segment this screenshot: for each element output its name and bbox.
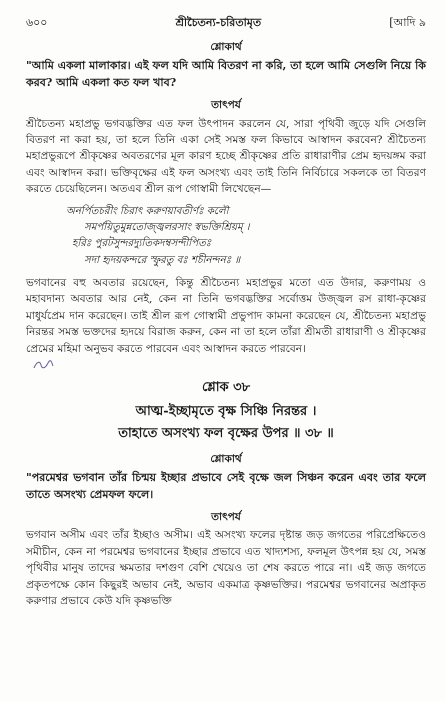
translation-heading: শ্লোকার্থ [210, 41, 242, 54]
translation-heading: শ্লোকার্থ [210, 452, 242, 465]
translation-text: "আমি একলা মালাকার। এই ফল যদি আমি বিতরণ না করি, তা হলে আমি সেগুলি নিয়ে কি করব? আমি একলা কত ফল খাব? [26, 59, 426, 90]
purport-heading: তাৎপর্য [211, 99, 241, 112]
sloka-number: শ্লোক ৩৮ [201, 380, 251, 396]
page-header [26, 14, 426, 31]
verse-line: হরিঃ পুরটসুন্দরদ্যুতিকদম্বসন্দীপিতঃ [72, 238, 212, 250]
sloka-verse [26, 401, 426, 445]
chapter-label: [আদি ৯ [389, 16, 426, 29]
verse-line: সদা হৃদয়কন্দরে স্ফুরতু বঃ শচীনন্দনঃ ॥ [84, 254, 241, 266]
verse-line: সমর্পয়িতুমুন্নতোজ্জ্বলরসাং স্বভক্তিশ্রিয়ম্ । [84, 222, 250, 234]
sloka-line: আত্ম-ইচ্ছামৃতে বৃক্ষ সিঞ্চি নিরন্তর । [135, 403, 317, 419]
purport-paragraph: ভগবানের বহু অবতার রয়েছেন, কিন্তু শ্রীচৈতন্য মহাপ্রভুর মতো এত উদার, করুণাময় ও মহাবদান্য অবতার আর নেই, কেন না তিনি ভগবদ্ভক্তির সর্বোত্তম উজ্জ্বল রস রাধা-কৃষ্ণের মাধুর্যপ্রেম দান করেছেন। তাই শ্রীল রূপ গোস্বামী প্রভুপাদ কামনা করেছেন যে, শ্রীচৈতন্য মহাপ্রভু নিরন্তর সমস্ত ভক্তদের হৃদয়ে বিরাজ করুন, কেন না তা হলে তাঁরা শ্রীমতী রাধারাণী ও শ্রীকৃষ্ণের প্রেমের মহিমা অনুভব করতে পারবেন এবং আস্বাদন করতে পারবেন। [26, 276, 426, 355]
page-number: ৬০০ [26, 16, 48, 29]
purport-heading: তাৎপর্য [211, 511, 241, 524]
book-title: শ্রীচৈতন্য-চরিতামৃত [175, 16, 262, 29]
purport-paragraph: শ্রীচৈতন্য মহাপ্রভু ভগবদ্ভক্তির এত ফল উৎপাদন করলেন যে, সারা পৃথিবী জুড়ে যদি সেগুলি বিতরণ না করা হয়, তা হলে তিনি একা সেই সমস্ত ফল কিভাবে আস্বাদন করবেন? শ্রীচৈতন্য মহাপ্রভুরূপে শ্রীকৃষ্ণের অবতরণের মূল কারণ হচ্ছে শ্রীকৃষ্ণের প্রতি রাধারাণীর প্রেম হৃদয়ঙ্গম করা এবং আস্বাদন করা। ভক্তিবৃক্ষের এই ফল অসংখ্য এবং তাই তিনি নির্বিচারে সকলকে তা বিতরণ করতে চেয়েছিলেন। অতএব শ্রীল রূপ গোস্বামী লিখেছেন— [26, 117, 426, 196]
purport-paragraph: ভগবান অসীম এবং তাঁর ইচ্ছাও অসীম। এই অসংখ্য ফলের দৃষ্টান্ত জড় জগতের পরিপ্রেক্ষিতেও সমীচীন, কেন না পরমেশ্বর ভগবানের ইচ্ছার প্রভাবে এত খাদ্যশস্য, ফলমূল উৎপন্ন হয় যে, সমস্ত পৃথিবীর মানুষ তাদের ক্ষমতার দশগুণ বেশি খেয়েও তা শেষ করতে পারে না। এই জড় জগতে প্রকৃতপক্ষে কোন কিছুরই অভাব নেই, অভাব একমাত্র কৃষ্ণভক্তির। পরমেশ্বর ভগবানের অপ্রাকৃত করুণার প্রভাবে কেউ যদি কৃষ্ণভক্তি [26, 529, 426, 608]
quoted-verse [66, 204, 426, 269]
purport-body [26, 527, 426, 609]
purport-body [26, 116, 426, 357]
verse-line: অনর্পিতচরীং চিরাৎ করুণয়াবতীর্ণঃ কলৌ [66, 205, 229, 217]
translation-text: "পরমেশ্বর ভগবান তাঁর চিন্ময় ইচ্ছার প্রভাবে সেই বৃক্ষে জল সিঞ্চন করেন এবং তার ফলে তাতে অসংখ্য প্রেমফল ফলে। [26, 471, 426, 502]
sloka-line: তাহাতে অসংখ্য ফল বৃক্ষের উপর ॥ ৩৮ ॥ [118, 425, 334, 441]
signature-mark [32, 359, 426, 377]
page [26, 14, 426, 609]
